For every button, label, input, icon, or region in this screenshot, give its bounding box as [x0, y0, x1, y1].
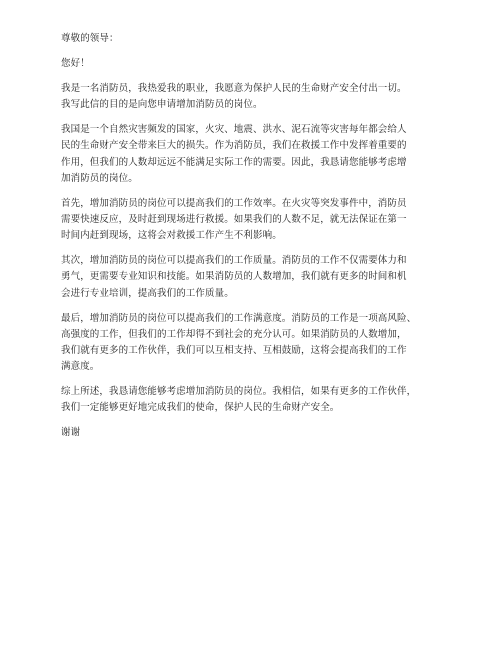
salutation: 尊敬的领导： [61, 33, 119, 44]
letter-paragraph [61, 253, 441, 302]
paragraph-line: 我是一名消防员，我热爱我的职业，我愿意为保护人民的生命财产安全付出一切。 [61, 83, 407, 94]
letter-paragraph [61, 81, 441, 113]
paragraph-line: 会进行专业培训，提高我们的工作质量。 [61, 287, 234, 299]
paragraph-line: 勇气，更需要专业知识和技能。如果消防员的人数增加，我们就有更多的时间和机 [61, 271, 407, 283]
paragraph-line: 综上所述，我恳请您能够考虑增加消防员的岗位。我相信，如果有更多的工作伙伴， [61, 386, 417, 398]
letter-paragraph [61, 384, 441, 416]
paragraph-line: 其次，增加消防员的岗位可以提高我们的工作质量。消防员的工作不仅需要体力和 [61, 255, 407, 267]
paragraph-line: 民的生命财产安全带来巨大的损失。作为消防员，我们在救援工作中发挥着重要的 [61, 140, 407, 152]
paragraph-line: 最后，增加消防员的岗位可以提高我们的工作满意度。消防员的工作是一项高风险、 [61, 312, 417, 324]
paragraph-line: 我们就有更多的工作伙伴，我们可以互相支持、互相鼓励，这将会提高我们的工作 [61, 345, 407, 357]
paragraph-line: 满意度。 [61, 361, 100, 373]
paragraph-line: 作用，但我们的人数却远远不能满足实际工作的需要。因此，我恳请您能够考虑增 [61, 156, 407, 168]
paragraph-line: 首先，增加消防员的岗位可以提高我们的工作效率。在火灾等突发事件中，消防员 [61, 197, 407, 209]
paragraph-line: 我们一定能够更好地完成我们的使命，保护人民的生命财产安全。 [61, 402, 340, 414]
paragraph-line: 需要快速反应，及时赶到现场进行救援。如果我们的人数不足，就无法保证在第一 [61, 214, 407, 226]
paragraph-line: 我写此信的目的是向您申请增加消防员的岗位。 [61, 99, 263, 111]
closing: 谢谢 [61, 427, 81, 439]
paragraph-line: 高强度的工作，但我们的工作却得不到社会的充分认可。如果消防员的人数增加， [61, 328, 407, 340]
letter-paragraphs [61, 81, 441, 417]
letter-body [61, 31, 441, 450]
paragraph-line: 加消防员的岗位。 [61, 172, 138, 184]
letter-paragraph [61, 311, 441, 376]
letter-paragraph [61, 122, 441, 187]
greeting: 您好！ [61, 58, 90, 69]
paragraph-line: 时间内赶到现场，这将会对救援工作产生不利影响。 [61, 230, 282, 242]
paragraph-line: 我国是一个自然灾害频发的国家，火灾、地震、洪水、泥石流等灾害每年都会给人 [61, 124, 407, 136]
letter-paragraph [61, 196, 441, 245]
